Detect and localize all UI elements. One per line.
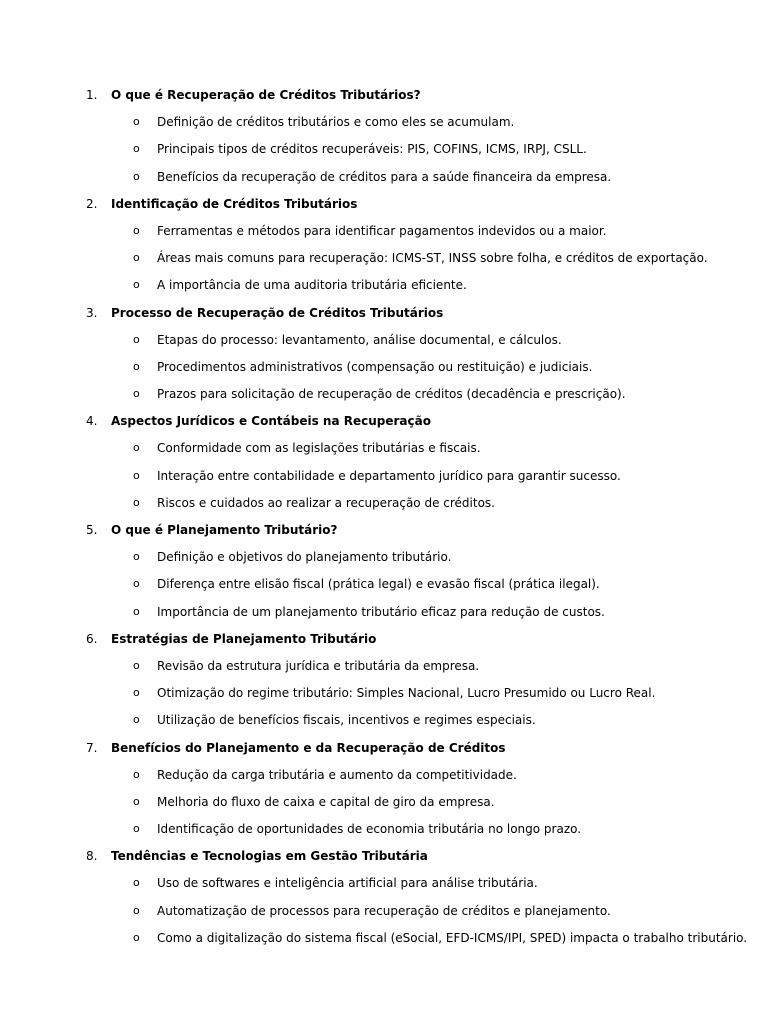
section-title: Identificação de Créditos Tributários [111,196,358,211]
list-item-text: Redução da carga tributária e aumento da competitividade. [157,767,517,782]
bullet-icon: o [133,577,140,591]
list-item-text: Importância de um planejamento tributário eficaz para redução de custos. [157,604,605,619]
list-item-text: Benefícios da recuperação de créditos para a saúde financeira da empresa. [157,169,612,184]
section-number: 4. [86,414,98,429]
outline-section [0,196,768,305]
bullet-icon: o [133,115,140,129]
outline-section [0,522,768,631]
list-item-text: Áreas mais comuns para recuperação: ICMS-ST, INSS sobre folha, e créditos de exportação. [157,251,708,266]
bullet-icon: o [133,441,140,455]
section-heading-row [0,87,768,114]
bullet-icon: o [133,251,140,265]
list-item [0,277,768,304]
section-title: Estratégias de Planejamento Tributário [111,631,377,646]
section-number: 8. [86,849,98,864]
list-item [0,930,768,957]
section-title: Tendências e Tecnologias em Gestão Tributária [111,849,428,864]
list-item-text: Definição e objetivos do planejamento tributário. [157,550,452,565]
bullet-icon: o [133,142,140,156]
list-item [0,114,768,141]
list-item [0,549,768,576]
list-item-text: Como a digitalização do sistema fiscal (eSocial, EFD-ICMS/IPI, SPED) impacta o trabalho tributário. [157,930,748,945]
outline-section [0,740,768,849]
list-item-text: Conformidade com as legislações tributárias e fiscais. [157,441,481,456]
list-item-text: Etapas do processo: levantamento, análise documental, e cálculos. [157,332,562,347]
bullet-icon: o [133,713,140,727]
list-item-text: Procedimentos administrativos (compensação ou restituição) e judiciais. [157,359,593,374]
list-item [0,223,768,250]
bullet-icon: o [133,686,140,700]
list-item-text: Definição de créditos tributários e como eles se acumulam. [157,115,515,130]
section-heading-row [0,522,768,549]
section-heading-row [0,413,768,440]
section-number: 1. [86,88,98,102]
list-item [0,604,768,631]
bullet-icon: o [133,468,140,482]
bullet-icon: o [133,550,140,564]
list-item [0,685,768,712]
list-item [0,903,768,930]
bullet-icon: o [133,387,140,401]
section-number: 6. [86,631,98,646]
outline-section [0,631,768,740]
list-item [0,767,768,794]
list-item [0,495,768,522]
bullet-icon: o [133,822,140,836]
bullet-icon: o [133,223,140,237]
list-item-text: A importância de uma auditoria tributária eficiente. [157,278,467,293]
list-item [0,468,768,495]
list-item-text: Automatização de processos para recuperação de créditos e planejamento. [157,903,611,918]
bullet-icon: o [133,794,140,808]
list-item-text: Riscos e cuidados ao realizar a recuperação de créditos. [157,495,495,510]
list-item-text: Principais tipos de créditos recuperáveis: PIS, COFINS, ICMS, IRPJ, CSLL. [157,142,587,157]
section-title: Processo de Recuperação de Créditos Tributários [111,305,444,320]
list-item-text: Otimização do regime tributário: Simples Nacional, Lucro Presumido ou Lucro Real. [157,686,656,701]
list-item [0,359,768,386]
list-item [0,332,768,359]
list-item [0,658,768,685]
section-title: Benefícios do Planejamento e da Recuperação de Créditos [111,740,506,755]
list-item [0,169,768,196]
section-number: 3. [86,305,98,320]
list-item [0,794,768,821]
list-item [0,821,768,848]
bullet-icon: o [133,495,140,509]
section-heading-row [0,305,768,332]
section-heading-row [0,848,768,875]
section-title: Aspectos Jurídicos e Contábeis na Recuperação [111,414,431,429]
bullet-icon: o [133,169,140,183]
section-heading-row [0,740,768,767]
outline-section [0,413,768,522]
list-item-text: Interação entre contabilidade e departamento jurídico para garantir sucesso. [157,468,621,483]
list-item [0,576,768,603]
list-item [0,440,768,467]
list-item-text: Identificação de oportunidades de economia tributária no longo prazo. [157,822,582,837]
bullet-icon: o [133,767,140,781]
section-number: 7. [86,740,98,755]
bullet-icon: o [133,930,140,944]
list-item [0,386,768,413]
list-item [0,875,768,902]
section-number: 2. [86,196,98,211]
outline-section [0,87,768,196]
bullet-icon: o [133,332,140,346]
bullet-icon: o [133,903,140,917]
list-item-text: Prazos para solicitação de recuperação de créditos (decadência e prescrição). [157,387,626,402]
list-item-text: Diferença entre elisão fiscal (prática legal) e evasão fiscal (prática ilegal). [157,577,600,592]
outline-section [0,305,768,414]
section-number: 5. [86,523,98,537]
list-item-text: Ferramentas e métodos para identificar pagamentos indevidos ou a maior. [157,223,607,238]
list-item [0,712,768,739]
list-item-text: Melhoria do fluxo de caixa e capital de giro da empresa. [157,794,495,809]
list-item-text: Uso de softwares e inteligência artificial para análise tributária. [157,876,538,891]
list-item [0,250,768,277]
bullet-icon: o [133,278,140,292]
bullet-icon: o [133,876,140,890]
section-title: O que é Recuperação de Créditos Tributários? [111,88,421,102]
bullet-icon: o [133,658,140,672]
bullet-icon: o [133,604,140,618]
section-heading-row [0,631,768,658]
section-title: O que é Planejamento Tributário? [111,523,338,537]
outline-section [0,848,768,957]
bullet-icon: o [133,359,140,373]
list-item [0,141,768,168]
section-heading-row [0,196,768,223]
list-item-text: Revisão da estrutura jurídica e tributária da empresa. [157,658,480,673]
document-page [0,87,768,957]
list-item-text: Utilização de benefícios fiscais, incentivos e regimes especiais. [157,713,536,728]
